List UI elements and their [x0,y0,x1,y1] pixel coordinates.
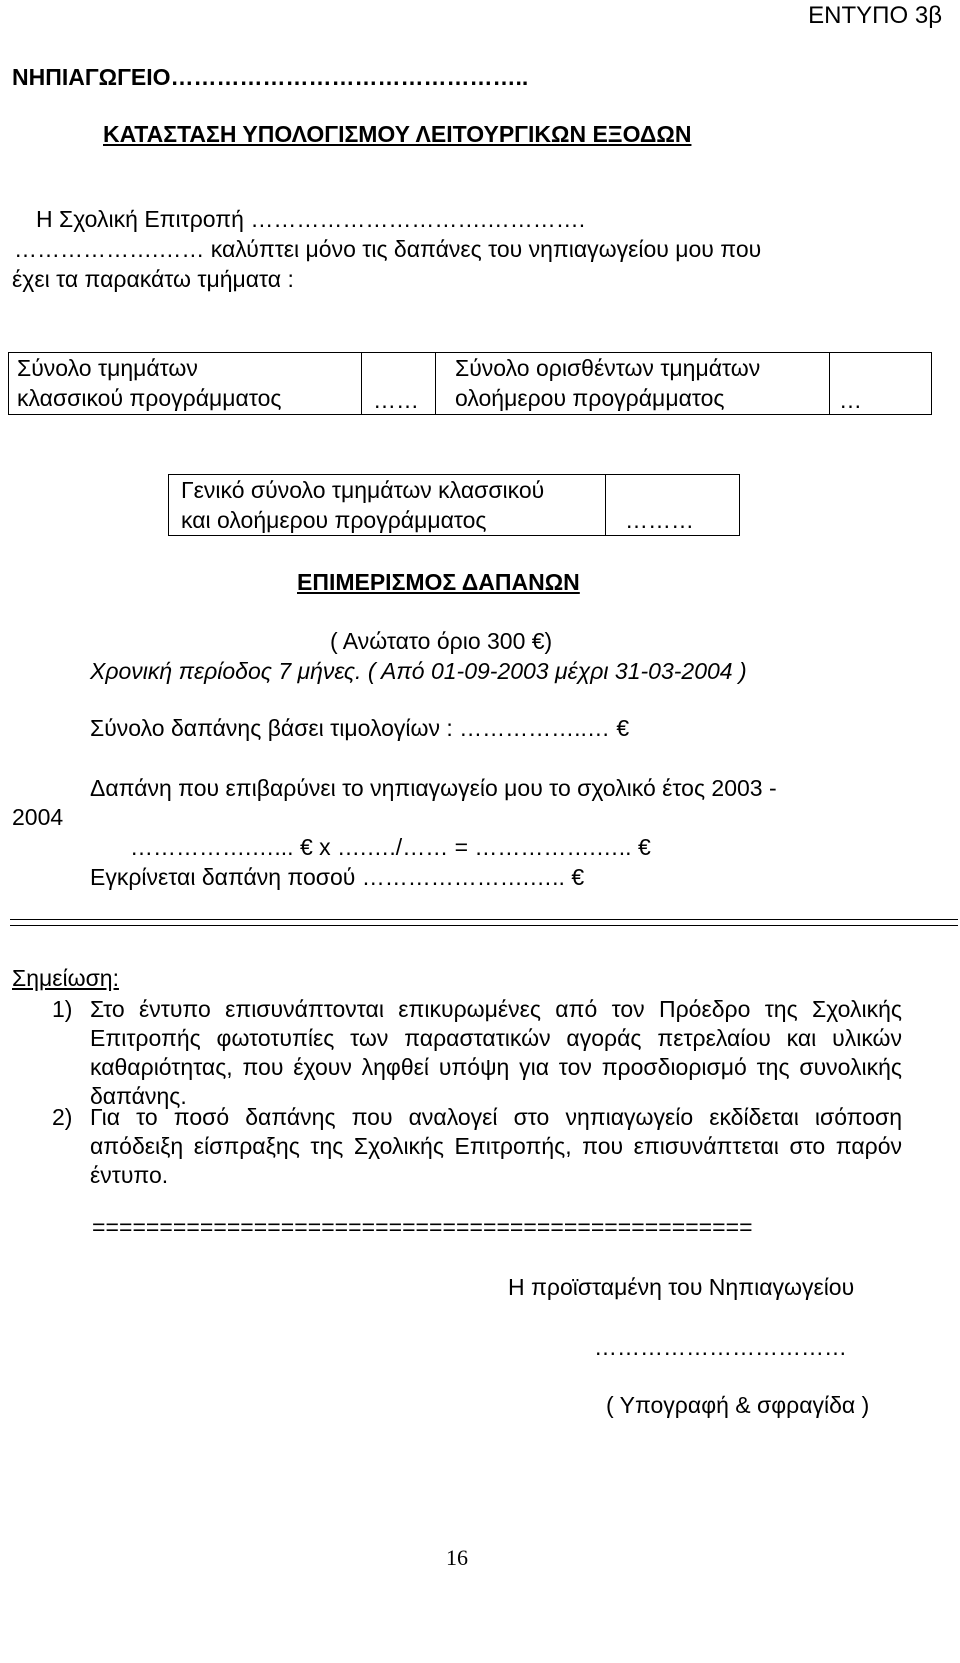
note-title: Σημείωση: [12,965,119,991]
note-1-line: καθαριότητας, που έχουν ληφθεί υπόψη για τον προσδιορισμό της συνολικής [90,1054,902,1080]
allday-sections-label-1: Σύνολο ορισθέντων τμημάτων [455,355,761,381]
note-1-line: Επιτροπής φωτοτυπίες των παραστατικών αγοράς πετρελαίου και υλικών [90,1025,902,1051]
intro-line-1: Η Σχολική Επιτροπή ………………………….…………. [36,206,586,232]
section-title: ΕΠΙΜΕΡΙΣΜΟΣ ΔΑΠΑΝΩΝ [297,569,580,595]
total-sections-label-2: και ολοήμερου προγράμματος [181,507,487,533]
period-text: Χρονική περίοδος 7 μήνες. ( Από 01-09-2003 μέχρι 31-03-2004 ) [90,658,747,684]
signature-line: …………………………… [594,1334,847,1360]
sections-table [8,352,932,415]
allday-sections-label-2: ολοήμερου προγράμματος [455,385,725,411]
page-title: ΚΑΤΑΣΤΑΣΗ ΥΠΟΛΟΓΙΣΜΟΥ ΛΕΙΤΟΥΡΓΙΚΩΝ ΕΞΟΔΩΝ [103,121,692,147]
table-divider [605,475,606,535]
double-rule-top [10,919,958,920]
note-2-line: έντυπο. [90,1162,169,1188]
intro-line-2: ……………….…… καλύπτει μόνο τις δαπάνες του νηπιαγωγείου μου που [14,236,762,262]
note-1-line: δαπάνης. [90,1083,187,1109]
cost-line-2: 2004 [12,804,64,830]
double-rule-bottom [10,925,958,926]
classic-sections-label-1: Σύνολο τμημάτων [17,355,198,381]
total-sections-label-1: Γενικό σύνολο τμημάτων κλασσικού [181,477,545,503]
note-number-2: 2) [52,1104,73,1130]
limit-text: ( Ανώτατο όριο 300 €) [330,628,553,654]
classic-sections-label-2: κλασσικού προγράμματος [17,385,282,411]
school-label: ΝΗΠΙΑΓΩΓΕΙΟ……………………………………….. [12,64,529,90]
signer-title: Η προϊσταμένη του Νηπιαγωγείου [508,1274,855,1300]
total-sections-value: ……… [625,507,694,533]
table-divider [829,353,830,414]
approved-amount: Εγκρίνεται δαπάνη ποσού ………………….….. € [90,864,585,890]
table-divider [435,353,436,414]
total-sections-table [168,474,740,536]
classic-sections-value: …… [373,387,419,413]
cost-formula: …………….…... € x ….…./…… = …………….….. € [130,834,651,860]
intro-line-3: έχει τα παρακάτω τμήματα : [12,266,294,292]
cost-line-1: Δαπάνη που επιβαρύνει το νηπιαγωγείο μου το σχολικό έτος 2003 - [90,775,777,801]
note-1 [90,995,902,1111]
page-number: 16 [446,1545,468,1570]
note-1-line: Στο έντυπο επισυνάπτονται επικυρωμένες από τον Πρόεδρο της Σχολικής [90,996,902,1022]
allday-sections-value: … [839,387,862,413]
form-code: ΕΝΤΥΠΟ 3β [808,2,942,29]
note-2-line: Για το ποσό δαπάνης που αναλογεί στο νηπιαγωγείο εκδίδεται ισόποση [90,1104,902,1130]
invoice-total: Σύνολο δαπάνης βάσει τιμολογίων : ……………..… € [90,715,630,741]
note-2 [90,1103,902,1190]
separator-line: ================================================= [92,1214,753,1240]
note-number-1: 1) [52,996,73,1022]
table-divider [361,353,362,414]
note-2-line: απόδειξη είσπραξης της Σχολικής Επιτροπής, που επισυνάπτεται στο παρόν [90,1133,902,1159]
signature-label: ( Υπογραφή & σφραγίδα ) [606,1392,870,1418]
